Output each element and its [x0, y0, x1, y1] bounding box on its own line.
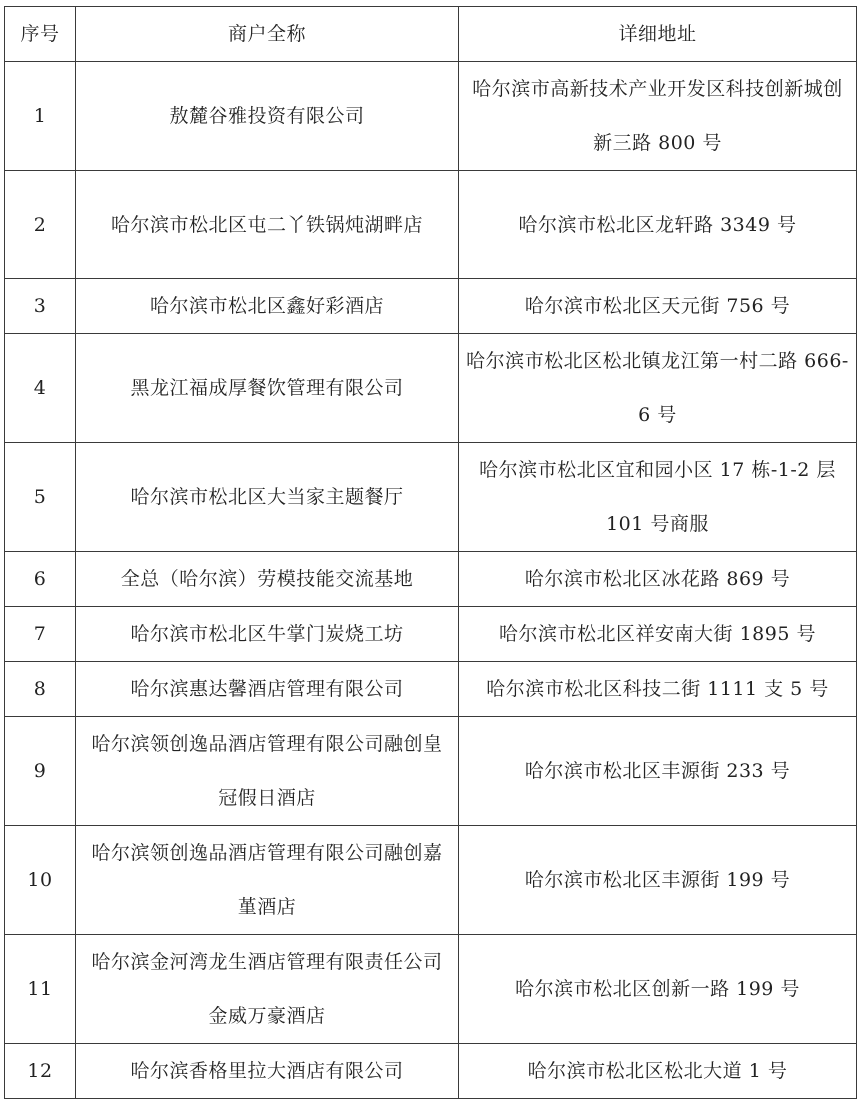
table-row — [5, 826, 857, 935]
merchant-address: 哈尔滨市松北区科技二街 1111 支 5 号 — [459, 662, 857, 717]
merchant-address: 哈尔滨市松北区天元街 756 号 — [459, 279, 857, 334]
table-header-row — [5, 7, 857, 62]
merchant-address: 哈尔滨市松北区祥安南大街 1895 号 — [459, 607, 857, 662]
row-index: 9 — [5, 717, 76, 826]
table-row — [5, 279, 857, 334]
row-index: 2 — [5, 171, 76, 279]
row-index: 12 — [5, 1044, 76, 1099]
merchant-name: 哈尔滨领创逸品酒店管理有限公司融创嘉堇酒店 — [76, 826, 459, 935]
table-row — [5, 62, 857, 171]
merchant-address: 哈尔滨市松北区创新一路 199 号 — [459, 935, 857, 1044]
table-row — [5, 662, 857, 717]
row-index: 3 — [5, 279, 76, 334]
row-index: 10 — [5, 826, 76, 935]
merchant-name: 哈尔滨金河湾龙生酒店管理有限责任公司金威万豪酒店 — [76, 935, 459, 1044]
merchant-name: 哈尔滨领创逸品酒店管理有限公司融创皇冠假日酒店 — [76, 717, 459, 826]
merchant-name: 哈尔滨市松北区鑫好彩酒店 — [76, 279, 459, 334]
merchant-name: 哈尔滨香格里拉大酒店有限公司 — [76, 1044, 459, 1099]
merchant-name: 哈尔滨市松北区大当家主题餐厅 — [76, 443, 459, 552]
table-row — [5, 935, 857, 1044]
merchant-table — [4, 6, 857, 1099]
merchant-address: 哈尔滨市松北区松北大道 1 号 — [459, 1044, 857, 1099]
merchant-name: 哈尔滨市松北区牛掌门炭烧工坊 — [76, 607, 459, 662]
merchant-address: 哈尔滨市松北区丰源街 233 号 — [459, 717, 857, 826]
merchant-address: 哈尔滨市松北区松北镇龙江第一村二路 666-6 号 — [459, 334, 857, 443]
table-row — [5, 717, 857, 826]
row-index: 11 — [5, 935, 76, 1044]
table-row — [5, 552, 857, 607]
row-index: 4 — [5, 334, 76, 443]
merchant-name: 哈尔滨惠达馨酒店管理有限公司 — [76, 662, 459, 717]
merchant-name: 全总（哈尔滨）劳模技能交流基地 — [76, 552, 459, 607]
header-merchant-name: 商户全称 — [76, 7, 459, 62]
row-index: 6 — [5, 552, 76, 607]
merchant-name: 敖麓谷雅投资有限公司 — [76, 62, 459, 171]
header-address: 详细地址 — [459, 7, 857, 62]
row-index: 8 — [5, 662, 76, 717]
merchant-address: 哈尔滨市松北区丰源街 199 号 — [459, 826, 857, 935]
table-row — [5, 171, 857, 279]
merchant-name: 哈尔滨市松北区屯二丫铁锅炖湖畔店 — [76, 171, 459, 279]
merchant-address: 哈尔滨市高新技术产业开发区科技创新城创新三路 800 号 — [459, 62, 857, 171]
table-row — [5, 334, 857, 443]
row-index: 7 — [5, 607, 76, 662]
merchant-address: 哈尔滨市松北区宜和园小区 17 栋-1-2 层 101 号商服 — [459, 443, 857, 552]
table-row — [5, 607, 857, 662]
table-row — [5, 1044, 857, 1099]
header-index: 序号 — [5, 7, 76, 62]
merchant-address: 哈尔滨市松北区冰花路 869 号 — [459, 552, 857, 607]
table-row — [5, 443, 857, 552]
merchant-address: 哈尔滨市松北区龙轩路 3349 号 — [459, 171, 857, 279]
merchant-name: 黑龙江福成厚餐饮管理有限公司 — [76, 334, 459, 443]
row-index: 1 — [5, 62, 76, 171]
row-index: 5 — [5, 443, 76, 552]
